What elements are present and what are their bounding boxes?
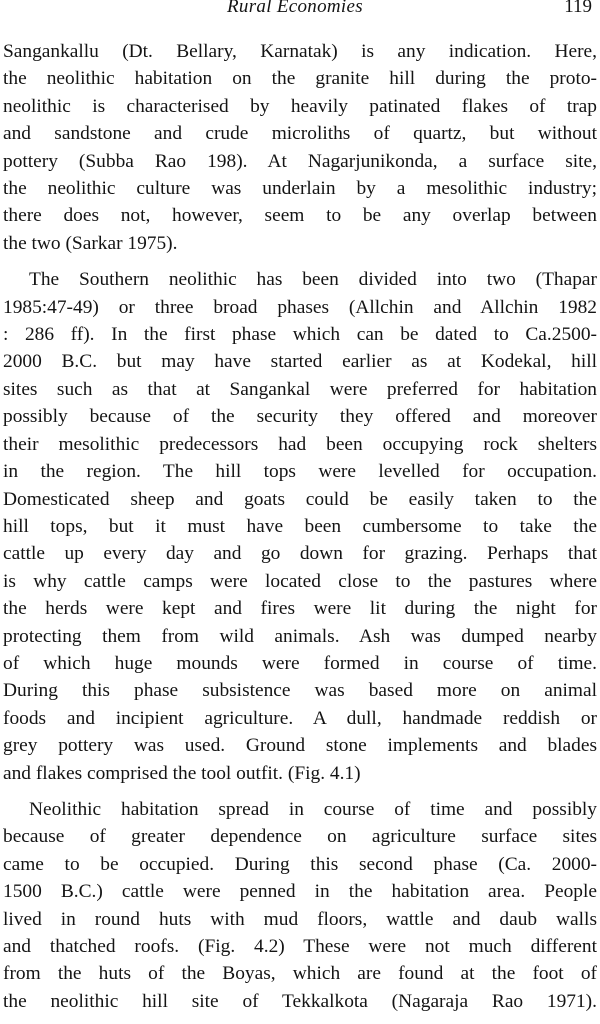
text-line: neolithic is characterised by heavily patinated flakes of trap <box>3 95 597 117</box>
text-line: foods and incipient agriculture. A dull, handmade reddish or <box>3 707 597 729</box>
text-line: sites such as that at Sangankal were preferred for habitation <box>3 378 597 400</box>
text-line: 2000 B.C. but may have started earlier as at Kodekal, hill <box>3 351 597 373</box>
text-line: came to be occupied. During this second phase (Ca. 2000- <box>3 853 597 875</box>
text-line: : 286 ff). In the first phase which can be dated to Ca.2500- <box>3 324 597 346</box>
page-number: 119 <box>564 0 592 17</box>
running-title: Rural Economies <box>227 0 363 17</box>
text-line: hill tops, but it must have been cumbersome to take the <box>3 515 597 537</box>
text-line: possibly because of the security they offered and moreover <box>3 406 597 428</box>
text-line: the neolithic habitation on the granite hill during the proto- <box>3 68 597 90</box>
paragraph-3 <box>3 796 597 1015</box>
text-line: and thatched roofs. (Fig. 4.2) These were not much different <box>3 936 597 957</box>
text-line: the two (Sarkar 1975). <box>3 232 178 254</box>
text-line: the neolithic hill site of Tekkalkota (Nagaraja Rao 1971). <box>3 990 597 1012</box>
text-line: Domesticated sheep and goats could be easily taken to the <box>3 488 597 510</box>
text-line: and flakes comprised the tool outfit. (Fig. 4.1) <box>3 762 361 784</box>
text-line: the neolithic culture was underlain by a mesolithic industry; <box>3 178 597 200</box>
text-line: 1500 B.C.) cattle were penned in the habitation area. People <box>3 881 597 903</box>
text-line: and sandstone and crude microliths of quartz, but without <box>3 123 597 145</box>
text-line: because of greater dependence on agriculture surface sites <box>3 826 597 848</box>
text-line: pottery (Subba Rao 198). At Nagarjunikonda, a surface site, <box>3 150 597 172</box>
text-line: cattle up every day and go down for grazing. Perhaps that <box>3 543 597 565</box>
text-line: Neolithic habitation spread in course of time and possibly <box>29 798 597 820</box>
text-line: there does not, however, seem to be any overlap between <box>3 205 597 227</box>
text-line: from the huts of the Boyas, which are found at the foot of <box>3 963 597 985</box>
text-line: their mesolithic predecessors had been occupying rock shelters <box>3 433 597 455</box>
text-line: 1985:47-49) or three broad phases (Allchin and Allchin 1982 <box>3 296 597 318</box>
text-line: of which huge mounds were formed in course of time. <box>3 652 597 674</box>
paragraph-2 <box>3 266 597 787</box>
text-line: During this phase subsistence was based more on animal <box>3 680 597 702</box>
body-text <box>3 38 597 1024</box>
paragraph-1 <box>3 38 597 257</box>
text-line: the herds were kept and fires were lit during the night for <box>3 598 597 620</box>
text-line: protecting them from wild animals. Ash was dumped nearby <box>3 625 597 647</box>
text-line: is why cattle camps were located close to the pastures where <box>3 570 597 592</box>
text-line: Sangankallu (Dt. Bellary, Karnatak) is any indication. Here, <box>3 41 597 62</box>
text-line: grey pottery was used. Ground stone implements and blades <box>3 735 597 757</box>
page-header <box>0 0 600 22</box>
text-line: lived in round huts with mud floors, wattle and daub walls <box>3 908 597 930</box>
text-line: The Southern neolithic has been divided into two (Thapar <box>29 269 597 291</box>
text-line: in the region. The hill tops were levelled for occupation. <box>3 461 597 483</box>
